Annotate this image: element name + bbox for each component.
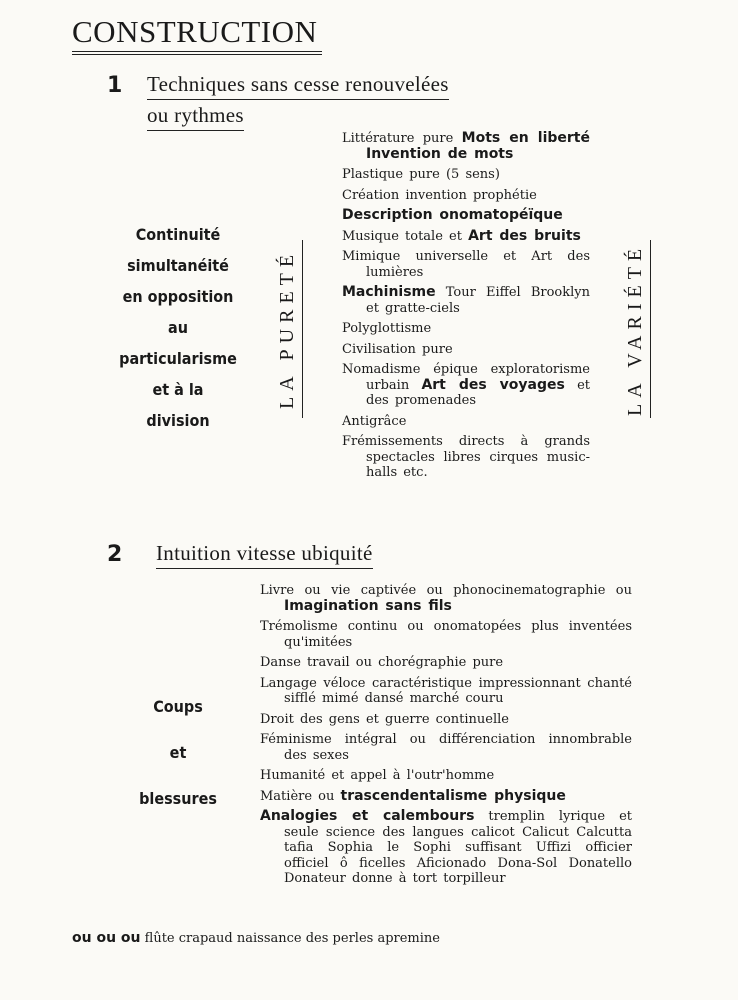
list-item [342,434,590,481]
title-rule [72,51,322,52]
list-item [342,285,590,316]
footer-line [72,930,440,947]
list-item [342,321,590,337]
list-item-text: Frémissements directs à grands spectacles libres cirques music-halls etc. [342,434,590,480]
list-item [342,167,590,183]
list-item [342,131,590,162]
vertical-label-purete: LA PURETÉ [276,240,303,418]
section-1-side-text [108,219,248,436]
side-line: Coups [153,697,203,716]
list-item-text: Tour Eiffel Brooklyn et gratte-ciels [366,285,590,316]
section-2-number: 2 [107,542,123,567]
list-item [342,342,590,358]
list-item-text: Antigrâce [342,413,407,429]
list-item-text: Nomadisme épique exploratorisme urbain [342,362,590,393]
list-item [260,732,632,763]
side-line: division [146,411,210,430]
list-item-bold: Art des voyages [421,376,565,393]
list-item-text: Littérature pure [342,131,462,146]
list-item-bold: Machinisme [342,284,436,300]
list-item-text: et des promenades [366,377,590,408]
list-item-text: Droit des gens et guerre continuelle [260,711,509,727]
section-2-list [260,583,632,892]
section-1-heading [147,71,449,131]
list-item-text: Humanité et appel à l'outr'homme [260,768,495,783]
list-item-text: Musique totale et [342,228,469,244]
list-item-text: tremplin lyrique et seule science des langues calicot Calicut Calcutta tafia Sophia le Sophi suffisant Uffizi officier officiel ô ficelles Aficionado Dona-Sol Donatello Donateur donne à tort torpilleur [284,809,632,886]
list-item [260,768,632,784]
list-item [260,789,632,805]
list-item-text: Féminisme intégral ou différenciation innombrable des sexes [260,732,632,763]
list-item [260,619,632,650]
list-item [342,229,590,245]
list-item-bold: Mots en liberté Invention de mots [366,130,590,162]
list-item-text: Création invention prophétie [342,187,537,203]
vertical-label-variete: LA VARIÉTÉ [624,240,651,418]
side-line: en opposition [122,287,234,306]
list-item-bold: Imagination sans fils [284,597,452,614]
footer-bold: ou ou ou [72,930,141,946]
list-item-text: Matière ou [260,788,341,804]
list-item-text: Plastique pure (5 sens) [342,167,500,182]
section-1-list [342,131,590,486]
list-item [342,362,590,409]
list-item-bold: Description onomatopéïque [342,207,563,223]
page-title: CONSTRUCTION [72,14,318,49]
list-item [260,676,632,707]
side-line: et [169,743,187,762]
section-1-heading-line2: ou rythmes [147,102,244,131]
section-1-heading-line1: Techniques sans cesse renouvelées [147,71,449,100]
title-rule-double [72,54,322,55]
list-item-text: Trémolisme continu ou onomatopées plus inventées qu'imitées [260,619,632,650]
footer-text: flûte crapaud naissance des perles apremine [140,931,440,946]
list-item-bold: trascendentalisme physique [340,787,566,804]
list-item [260,583,632,614]
section-2-heading-text: Intuition vitesse ubiquité [156,540,373,569]
list-item-text: Danse travail ou chorégraphie pure [260,655,504,670]
side-line: simultanéité [127,256,229,275]
list-item-bold: Art des bruits [468,227,581,244]
list-item [342,188,590,204]
list-item-text: Langage véloce caractéristique impressionnant chanté sifflé mimé dansé marché couru [260,675,632,706]
list-item-text: Mimique universelle et Art des lumières [342,249,590,280]
list-item-text: Civilisation pure [342,341,453,357]
list-item [342,414,590,430]
side-line: Continuité [135,225,221,244]
side-line: et à la [152,380,204,399]
side-line: au [168,318,188,337]
list-item-text: Livre ou vie captivée ou phonocinematographie ou [260,583,632,598]
section-1-number: 1 [107,73,123,98]
list-item-bold: Analogies et calembours [260,808,475,824]
section-2-side-text [118,684,238,822]
list-item-text: Polyglottisme [342,321,432,336]
list-item [260,712,632,728]
list-item [342,208,590,224]
list-item [260,809,632,887]
side-line: blessures [139,789,217,808]
list-item [260,655,632,671]
list-item [342,249,590,280]
section-2-heading [156,540,373,569]
side-line: particularisme [119,349,237,368]
